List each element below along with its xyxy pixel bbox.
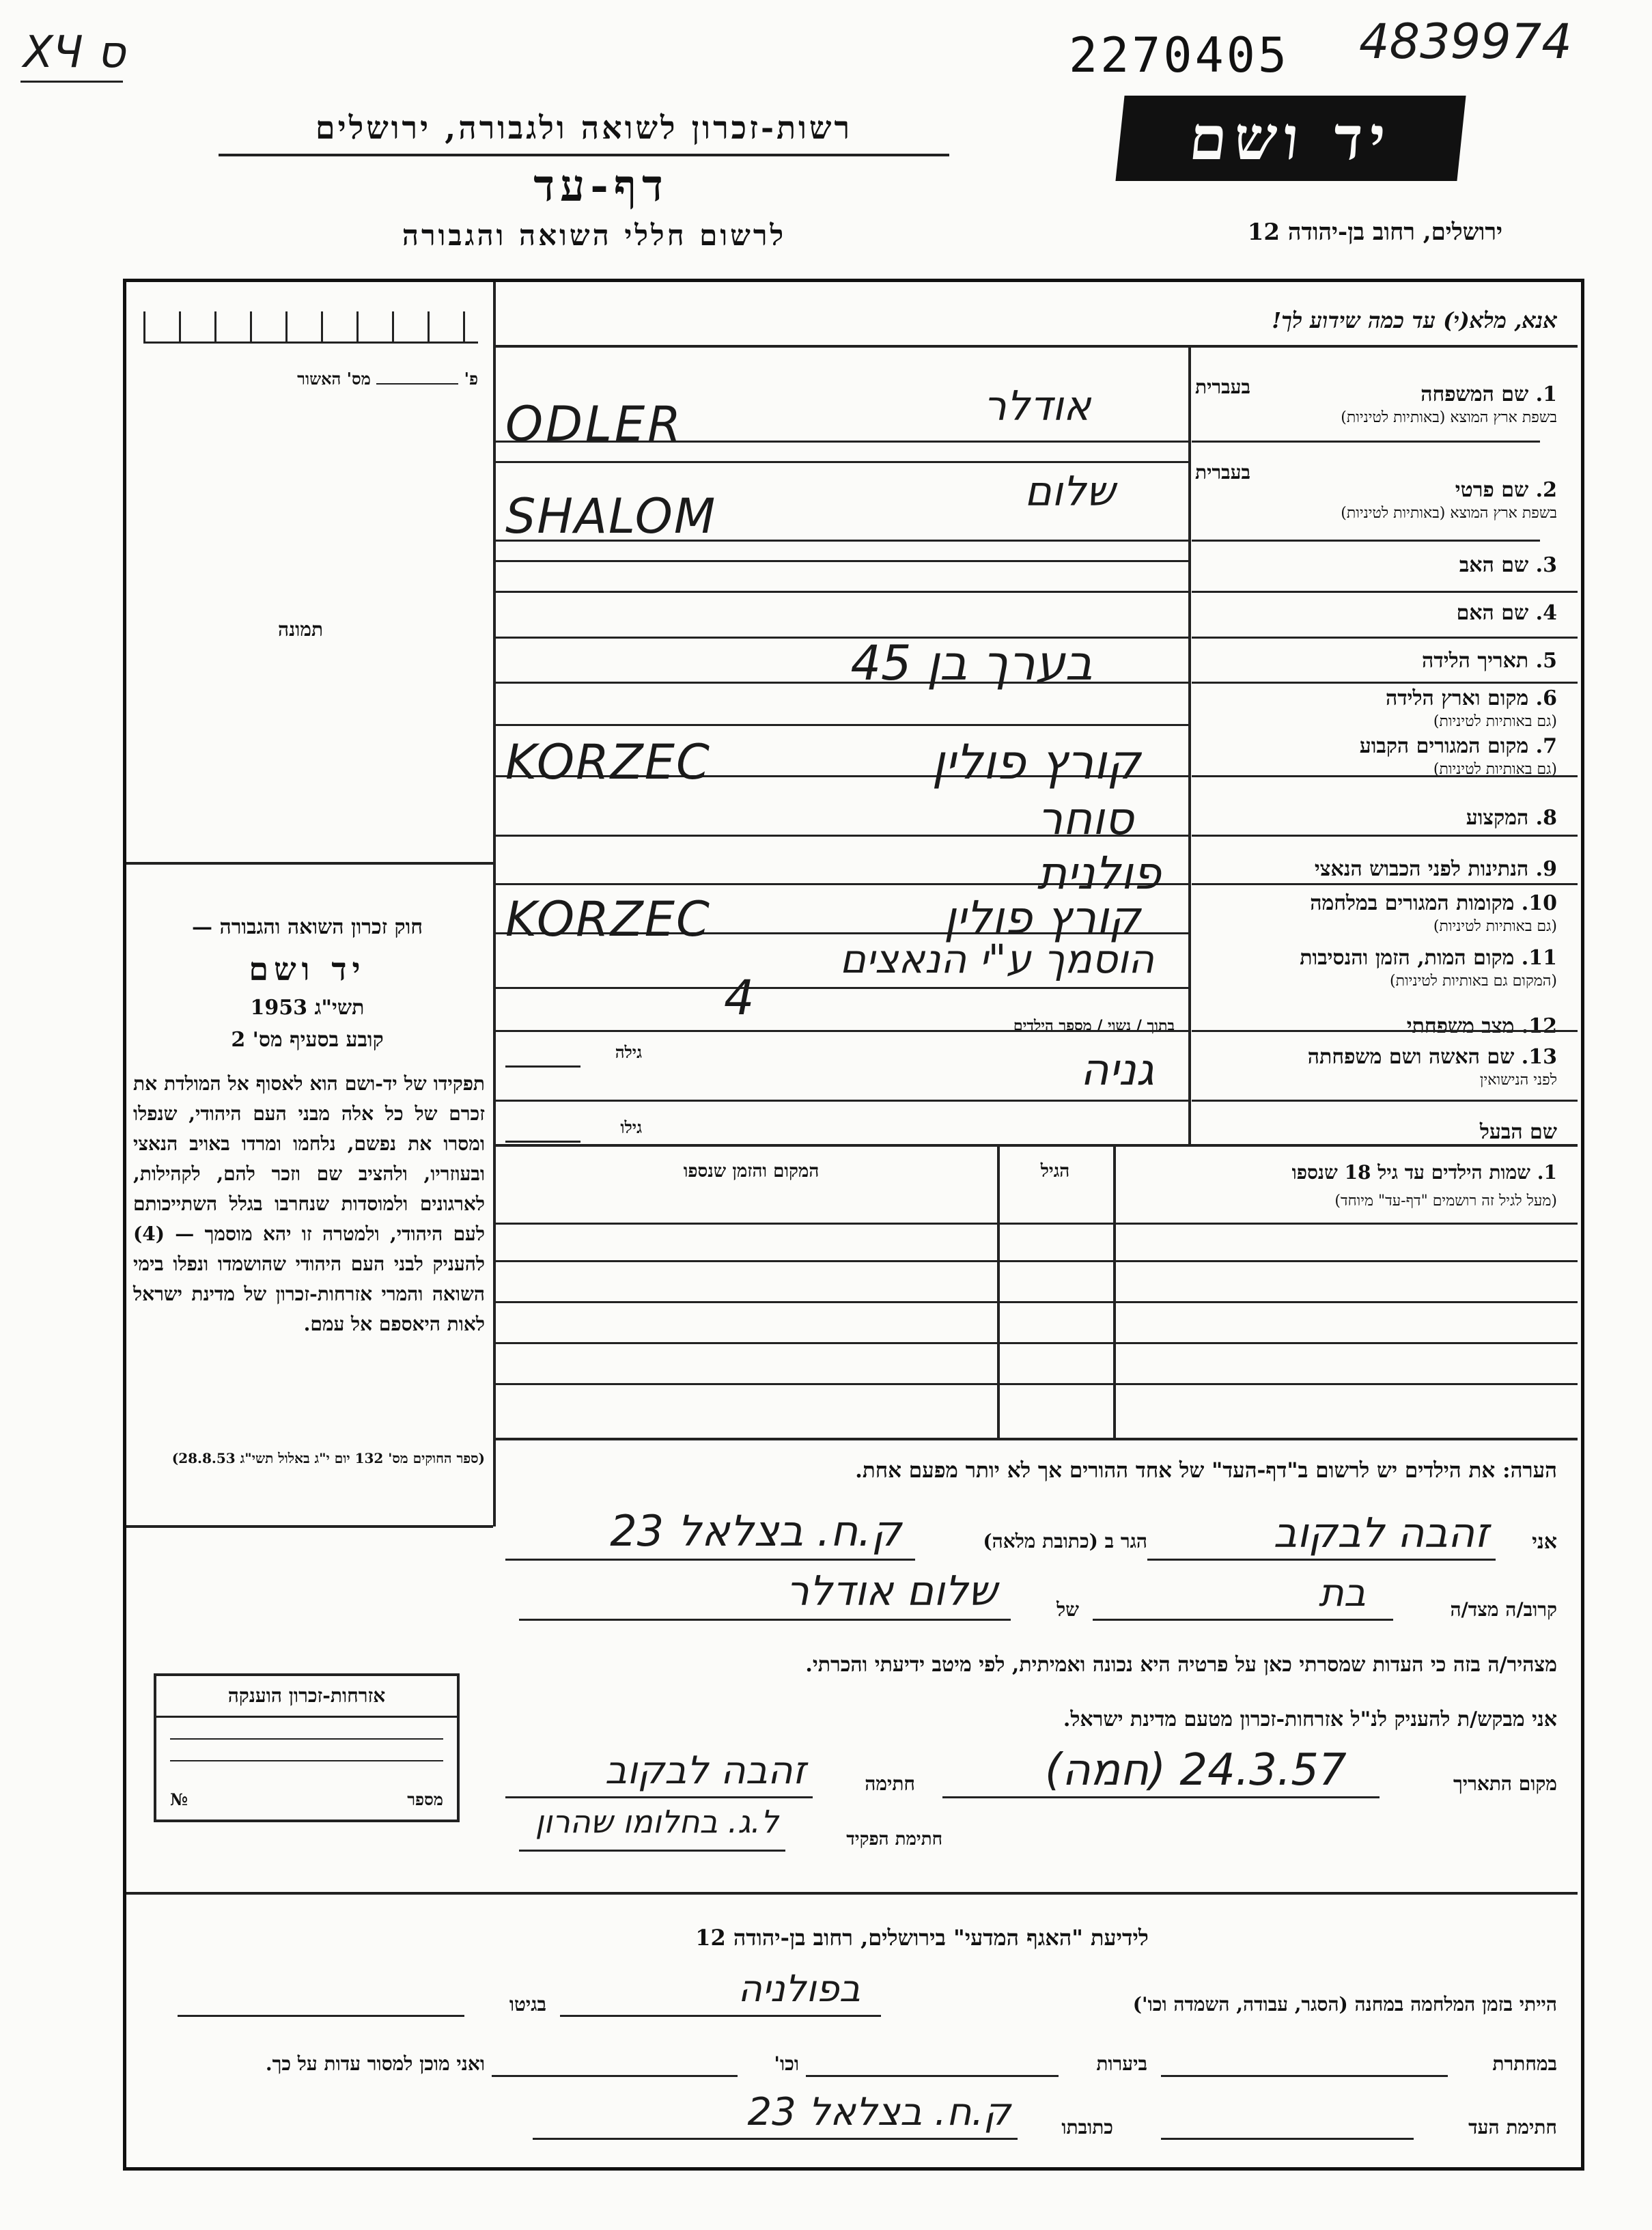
children-note: הערה: את הילדים יש לרשום ב"דף-העד" של אחד ההורים אך לא יותר מפעם אחת. [855,1458,1557,1483]
field-label-12: 12. מצב משפחתי [1406,1014,1557,1038]
children-row-1 [493,1260,1578,1262]
memorial-number-row [170,1789,443,1810]
relation-value: בת [1318,1571,1366,1615]
value-rule-15 [493,1030,1188,1032]
witness-address-value: ק.ח. בצלאל 23 [747,2090,1011,2134]
institute-name: רשות-זכרון לשואה ולגבורה, ירושלים [315,109,853,146]
relation-line [1093,1619,1393,1621]
children-row-4 [493,1383,1578,1385]
registry-label-text: מס' האשור [297,369,371,389]
field-label-14: שם הבעל [1479,1120,1557,1144]
registry-suffix: פ' [464,369,478,389]
bottom-notice: לידיעת "האגף המדעי" בירושלים, רחוב בן-יהודה 12 [695,1925,1149,1951]
surname-latin-value: ODLER [505,396,684,452]
form-subtitle: לרשום חללי השואה והגבורה [402,219,787,252]
wartime-residence-latin-value: KORZEC [505,891,711,947]
field-label-6: 6. מקום וארץ הלידה [1385,686,1557,710]
value-rule-1 [493,345,1188,347]
law-year: תשי"ג 1953 [250,996,365,1020]
ghetto-label: בגיטו [509,1993,546,2016]
logo-text: יד ושם [1186,102,1396,173]
law-box-bottom [126,1525,493,1528]
death-place-value: הוסמך ע"י הנאצים [839,936,1154,982]
birthplace-latin-value: KORZEC [505,734,711,790]
age-line-13 [505,1065,580,1068]
law-box-right [493,1434,496,1527]
age-line-14 [505,1141,580,1143]
firstname-hebrew-value: שלום [1024,468,1115,516]
header-rule [219,154,949,156]
camp-value: בפולניה [738,1967,860,2010]
hebrew-tag-2: בעברית [1195,461,1251,484]
field-rule-3 [1192,591,1578,593]
field-sublabel-6: (גם באותיות לטיניות) [1433,713,1557,730]
signature-line [505,1796,813,1798]
nationality-value: פולנית [1037,847,1161,900]
birthplace-value: קורץ פולין [932,734,1140,790]
form-title: דף-עד [533,161,669,212]
witness-address-label: כתובתו [1061,2116,1113,2138]
field-sublabel-13: לפני הנישואין [1479,1072,1557,1089]
field-rule-7 [1192,775,1578,777]
children-col-divider-2 [1113,1144,1116,1438]
hebrew-tag-1: בעברית [1195,376,1251,398]
wife-name-value: גניה [1080,1045,1154,1096]
declaration-text: מצהיר/ה בזה כי העדות שמסרתי כאן על פרטיה היא נכונה ואמיתית, לפי מיטב ידיעתי והכרתי. [805,1653,1557,1677]
field-label-7: 7. מקום המגורים הקבוע [1359,734,1557,758]
value-rule-5 [493,560,1188,562]
camp-label: הייתי בזמן המלחמה במחנה (הסגר, עבודה, השמדה וכו') [1132,1993,1557,2016]
declarant-address-label: הגר ב (כתובת מלאה) [983,1530,1147,1552]
declarant-name-value: זהבה לבקוב [1273,1509,1489,1557]
value-rule-6 [493,591,1188,593]
left-column-divider [493,282,496,1436]
firstname-latin-value: SHALOM [505,488,717,544]
ready-text: ואני מוכן למסור עדות על כך. [265,2052,485,2075]
field-rule-12 [1192,1030,1578,1032]
children-table-bottom [493,1438,1578,1440]
partisans-label: במחתרת [1492,2052,1557,2075]
field-label-11: 11. מקום המות, הזמן והנסיבות [1300,946,1557,970]
photo-panel-bottom [126,862,493,865]
witness-signature-line [1161,2138,1414,2140]
children-col-age: הגיל [1040,1161,1070,1182]
place-date-value: (חמה) 24.3.57 [1045,1745,1347,1796]
field-label-13: 13. שם האשה ושם משפחתה [1307,1045,1557,1069]
field2-underline [1192,540,1540,542]
law-name: יד ושם [249,951,366,988]
memorial-box [154,1673,460,1822]
relation-label: קרוב/ה מצד/ה [1450,1598,1557,1621]
children-row-2 [493,1301,1578,1303]
of-line [519,1619,1011,1621]
ruler-ticks [143,311,478,344]
etc-line [492,2075,738,2077]
children-col-place: המקום והזמן שנספו [683,1161,820,1182]
children-row-3 [493,1342,1578,1344]
field-label-2: 2. שם פרטי [1455,478,1557,502]
law-body: תפקידו של יד-ושם הוא לאסוף אל המולדת את זכרם של כל אלה מבני העם היהודי, שנפלו ומסרו את נפשם, נלחמו ומרדו באויב הנאצי ובעוזריו, ולהציב שם וזכר להם, לקהילות, לארגונים ולמוסדות שנחרבו בגלל השתייכותם לעם היהודי, ולמטרה זו יהא מוסמך — (4) להעניק לבני העם היהודי שהושמדו ונפלו בימי השואה והמרי אזרחות-זכרון של מדינת ישראל לאות היאספם אל עמם. [133,1072,485,1335]
of-label: של [1056,1598,1079,1621]
surname-hebrew-value: אודלר [983,382,1091,430]
field-rule-8 [1192,835,1578,837]
declarant-i-label: אני [1532,1530,1557,1554]
declarant-address-line [505,1559,915,1561]
age-label-14: גילו [620,1117,642,1137]
photo-label: תמונה [277,618,324,641]
age-label-13: גילה [615,1042,642,1062]
official-label: חתימת הפקיד [846,1829,942,1850]
field-sublabel-7: (גם באותיות לטיניות) [1433,761,1557,778]
forests-line [806,2075,1059,2077]
witness-address-line [533,2138,1018,2140]
field-label-5: 5. תאריך הלידה [1422,649,1557,673]
field-rule-5 [1192,682,1578,684]
bottom-section-rule [126,1892,1578,1895]
of-value: שלום אודלר [785,1567,997,1615]
value-rule-14 [493,987,1188,989]
value-rule-16 [493,1100,1188,1102]
ghetto-line [178,2015,464,2017]
birthdate-value: בערך בן 45 [850,635,1093,691]
place-date-label: מקום התאריך [1453,1772,1557,1795]
field-inline-sub-12: בתוך / נשוי / מספר הילדים [1013,1017,1175,1035]
field1-underline [1192,441,1540,443]
field-rule-9 [1192,883,1578,885]
memorial-box-title: אזרחות-זכרון הוענקה [227,1684,386,1707]
children-count-value: 4 [724,970,755,1026]
camp-line [560,2015,881,2017]
children-col-divider-1 [997,1144,1000,1438]
field-sublabel-2: בשפת ארץ המוצא (באותיות לטיניות) [1341,505,1557,522]
header-address: ירושלים, רחוב בן-יהודה 12 [1247,219,1502,246]
registry-label [287,369,478,389]
stamp-number: 4839974 [1359,14,1572,70]
field-rule-4 [1192,637,1578,639]
value-rule-9 [493,724,1188,726]
memorial-number-symbol: № [170,1789,188,1809]
official-line [519,1850,785,1852]
occupation-value: סוחר [1037,792,1134,845]
partisans-line [1161,2075,1448,2077]
corner-underline [20,81,123,83]
value-rule-3 [493,461,1188,463]
law-title: חוק זכרון השואה והגבורה — [192,915,423,939]
law-source: (ספר החוקים מס' 132 יום י"ג באלול תשי"ג 28.8.53) [171,1450,485,1466]
law-clause: קובע בסעיף מס' 2 [231,1028,384,1052]
field-sublabel-1: בשפת ארץ המוצא (באותיות לטיניות) [1341,409,1557,426]
field-label-10: 10. מקומות המגורים במלחמה [1310,891,1557,915]
declarant-name-line [1147,1559,1496,1561]
wartime-residence-value: קורץ פולין [943,891,1140,944]
children-sub: (מעל לגיל זה רושמים "דף-עד" מיוחד) [1334,1193,1557,1210]
request-text: אני מבקש/ת להעניק לנ"ל אזרחות-זכרון מטעם מדינת ישראל. [1063,1708,1557,1731]
field-label-1: 1. שם המשפחה [1420,382,1557,406]
field-label-3: 3. שם האב [1459,553,1557,577]
etc-label: וכו' [774,2052,799,2075]
signature-value: זהבה לבקוב [604,1748,806,1793]
label-column-divider [1188,345,1191,1144]
children-label: 1. שמות הילדים עד גיל 18 שנספו [1291,1161,1557,1184]
instruction-text: אנא, מלא(י) עד כמה שידוע לך! [1272,307,1557,333]
place-date-line [942,1796,1380,1798]
official-value: ל.ג. בחלומו שהרון [535,1803,779,1840]
field-sublabel-10: (גם באותיות לטיניות) [1433,918,1557,935]
children-table-top [493,1144,1578,1147]
forests-label: ביערות [1096,2052,1147,2075]
document-number: 2270405 [1069,27,1290,83]
field-label-8: 8. המקצוע [1466,806,1557,830]
witness-signature-label: חתימת העד [1468,2116,1557,2138]
field-label-9: 9. הנתינות לפני הכבוש הנאצי [1314,857,1557,881]
memorial-number-label: מספר [407,1789,443,1809]
signature-label: חתימה [865,1772,915,1795]
declarant-address-value: ק.ח. בצלאל 23 [610,1506,901,1556]
field-sublabel-11: (המקום גם באותיות לטיניות) [1390,973,1557,990]
field-label-4: 4. שם האם [1456,601,1557,625]
children-header-rule [493,1223,1578,1225]
logo-yad-vashem [1115,96,1466,181]
field-rule-13 [1192,1100,1578,1102]
corner-mark: XЧ ס [23,27,126,78]
